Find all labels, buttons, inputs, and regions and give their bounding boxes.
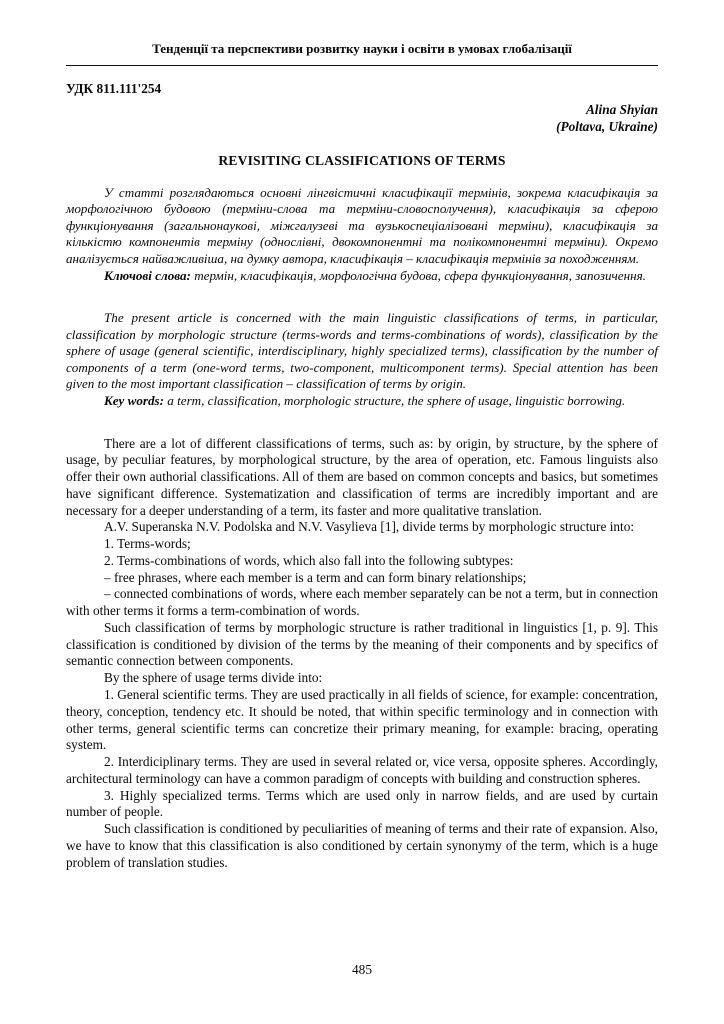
article-body xyxy=(66,436,658,872)
list-item: 1. Terms-words; xyxy=(104,536,191,552)
keywords-value-english: a term, classification, morphologic structure, the sphere of usage, linguistic borrowing. xyxy=(167,392,626,408)
page-number: 485 xyxy=(352,962,372,977)
list-item: 1. General scientific terms. They are used practically in all fields of science, for example: concentration, theory, conception, tendency etc. It should be noted, that within specific terminology and in connection with other terms, general scientific terms can concretize their primary meaning, for example: bracing, operating system. xyxy=(66,687,658,753)
body-paragraph: By the sphere of usage terms divide into: xyxy=(104,670,323,686)
keywords-value-ukrainian: термін, класифікація, морфологічна будова, сфера функціонування, запозичення. xyxy=(194,267,646,283)
list-item: – free phrases, where each member is a term and can form binary relationships; xyxy=(104,569,527,585)
list-item: – connected combinations of words, where each member separately can be not a term, but in connection with other terms it forms a term-combination of words. xyxy=(66,586,658,619)
abstract-ukrainian xyxy=(66,185,658,284)
body-paragraph: Such classification is conditioned by peculiarities of meaning of terms and their rate of expansion. Also, we have to know that this classification is also conditioned by certain synonymy of the term, which is a huge problem of translation studies. xyxy=(66,821,658,870)
body-paragraph: There are a lot of different classifications of terms, such as: by origin, by structure, by the sphere of usage, by peculiar features, by morphological structure, by the area of operation, etc. Famous linguists also offer their own authorial classifications. All of them are based on common concepts and basics, but sometimes have significant difference. Systematization and classification of terms are incredibly important and are necessary for a deeper understanding of a term, its faster and more qualitative translation. xyxy=(66,435,658,518)
article-title: REVISITING CLASSIFICATIONS OF TERMS xyxy=(218,152,506,168)
keywords-label-ukrainian: Ключові слова: xyxy=(104,267,191,283)
abstract-english-keywords xyxy=(66,393,658,410)
body-paragraph: Such classification of terms by morphologic structure is rather traditional in linguistics [1, p. 9]. This classification is conditioned by division of the terms by the meaning of their components and by specifics of semantic connection between components. xyxy=(66,619,658,669)
abstract-ukrainian-keywords xyxy=(66,268,658,285)
author-affiliation: (Poltava, Ukraine) xyxy=(556,119,658,135)
page-content xyxy=(66,0,658,871)
abstract-english xyxy=(66,310,658,409)
list-item: 2. Interdiciplinary terms. They are used in several related or, vice versa, opposite spheres. Accordingly, architectural terminology can have a common paradigm of concepts with building and construction spheres. xyxy=(66,754,658,786)
list-item: 2. Terms-combinations of words, which also fall into the following subtypes: xyxy=(104,552,514,568)
author-block xyxy=(66,101,658,136)
keywords-label-english: Key words: xyxy=(104,392,165,408)
abstract-ukrainian-text: У статті розглядаються основні лінгвістичні класифікації термінів, зокрема класифікація за морфологічною будовою (терміни-слова та терміни-словосполучення), класифікація за сферою функціонування (загальнонаукові, міжгалузеві та вузькоспеціалізовані терміни), класифікація за кількістю компонентів терміну (однослівні, двокомпонентні та полікомпонентні терміни). Окремо аналізується найважливіша, на думку автора, класифікація – класифікація термінів за походженням. xyxy=(66,184,658,267)
abstract-english-text: The present article is concerned with the main linguistic classifications of terms, in particular, classification by morphologic structure (terms-words and terms-combinations of words), classification by the sphere of usage (general scientific, interdisciplinary, highly specialized terms), classification by the number of components of a term (one-word terms, two-component, multicomponent terms). Special attention has been given to the most important classification – classification of terms by origin. xyxy=(66,310,658,392)
list-item: 3. Highly specialized terms. Terms which are used only in narrow fields, and are used by curtain number of people. xyxy=(66,787,658,820)
running-header: Тенденції та перспективи розвитку науки і освіти в умовах глобалізації xyxy=(152,41,572,56)
body-paragraph: A.V. Superanska N.V. Podolska and N.V. Vasylieva [1], divide terms by morphologic structure into: xyxy=(104,519,635,535)
author-name: Alina Shyian xyxy=(585,101,658,117)
header-rule-divider xyxy=(66,65,658,66)
udc-code: УДК 811.111'254 xyxy=(66,81,162,97)
